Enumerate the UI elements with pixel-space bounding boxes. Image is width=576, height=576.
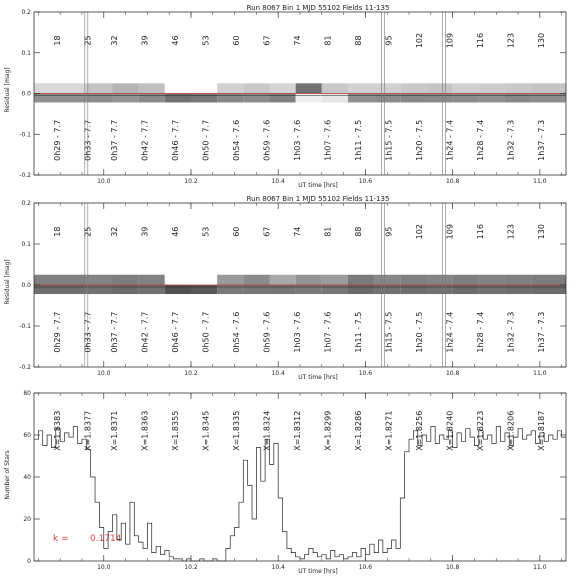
- upper-band-cell: [191, 275, 217, 285]
- field-label: 123: [506, 224, 516, 240]
- extinction-label: k =: [53, 534, 69, 544]
- upper-band-cell: [296, 83, 322, 93]
- x-axis-label: UT time [hrs]: [298, 374, 338, 381]
- x-tick-label: 10.2: [184, 370, 198, 377]
- upper-band-cell: [139, 275, 165, 285]
- lower-band-cell: [400, 94, 426, 103]
- y-tick-label: 0: [27, 558, 31, 565]
- lower-band-cell: [426, 94, 452, 103]
- y-tick-label: -0.2: [19, 172, 31, 179]
- upper-band-cell: [34, 83, 86, 93]
- airmass-label: X=1.8312: [293, 410, 302, 451]
- lower-band-cell: [165, 285, 191, 294]
- x-tick-label: 10.6: [358, 564, 373, 571]
- lower-band-cell: [34, 285, 86, 294]
- y-tick-label: -0.1: [19, 131, 31, 139]
- residual-panel-top: [4, 4, 566, 189]
- upper-band-cell: [505, 83, 531, 93]
- upper-band-cell: [243, 275, 269, 285]
- x-tick-label: 10.0: [97, 178, 111, 185]
- field-label: 67: [262, 226, 272, 237]
- position-label: 0h50 - 7.7: [201, 311, 211, 353]
- x-tick-label: 10.8: [445, 178, 460, 185]
- upper-band-cell: [165, 275, 191, 285]
- field-label: 109: [445, 32, 455, 49]
- y-tick-label: 80: [23, 390, 31, 397]
- position-label: 0h54 - 7.6: [231, 119, 241, 161]
- field-label: 60: [231, 226, 241, 237]
- lower-band-cell: [453, 94, 479, 103]
- lower-band-cell: [86, 285, 112, 294]
- y-axis-label: Residual [mag]: [4, 259, 11, 305]
- field-label: 18: [53, 35, 63, 46]
- y-tick-label: 0.1: [21, 241, 31, 248]
- x-tick-label: 10.2: [184, 178, 198, 185]
- position-label: 0h59 - 7.6: [262, 119, 272, 161]
- position-label: 1h24 - 7.4: [445, 311, 455, 353]
- field-label: 130: [537, 224, 547, 240]
- y-tick-label: 20: [23, 516, 31, 523]
- airmass-label: X=1.8206: [506, 410, 516, 451]
- position-label: 1h11 - 7.5: [354, 311, 364, 353]
- y-tick-label: 0.2: [21, 200, 31, 207]
- position-label: 1h20 - 7.5: [415, 119, 425, 161]
- field-label: 88: [354, 226, 364, 237]
- lower-band-cell: [243, 285, 269, 294]
- lower-band-cell: [348, 285, 374, 294]
- x-tick-label: 10.4: [271, 178, 285, 185]
- upper-band-cell: [322, 83, 348, 93]
- position-label: 1h28 - 7.4: [476, 119, 486, 161]
- lower-band-cell: [165, 94, 191, 103]
- lower-band-cell: [453, 285, 479, 294]
- airmass-label: X=1.8286: [354, 410, 364, 451]
- residual-panel-middle: [4, 195, 566, 381]
- lower-band-cell: [426, 285, 452, 294]
- field-label: 18: [53, 226, 63, 237]
- y-axis-label: Number of Stars: [4, 450, 11, 500]
- position-label: 1h15 - 7.5: [384, 311, 394, 353]
- position-label: 1h37 - 7.3: [537, 119, 547, 161]
- field-label: 123: [506, 32, 516, 49]
- field-label: 53: [201, 226, 211, 237]
- position-label: 1h20 - 7.5: [415, 311, 425, 353]
- airmass-label: X=1.8383: [53, 410, 63, 451]
- lower-band-cell: [296, 94, 322, 103]
- y-tick-label: 0.2: [21, 9, 31, 16]
- x-tick-label: 10.2: [184, 564, 198, 571]
- x-tick-label: 11.0: [533, 178, 547, 185]
- airmass-label: X=1.8371: [109, 410, 119, 451]
- airmass-label: X=1.8335: [231, 410, 241, 451]
- upper-band-cell: [348, 275, 374, 285]
- lower-band-cell: [139, 285, 165, 294]
- upper-band-cell: [400, 83, 426, 93]
- upper-band-cell: [269, 275, 295, 285]
- x-tick-label: 10.0: [97, 370, 111, 377]
- field-label: 81: [323, 226, 333, 237]
- field-label: 53: [201, 35, 211, 46]
- position-label: 1h07 - 7.6: [323, 119, 333, 161]
- lower-band-cell: [217, 94, 243, 103]
- position-label: 1h11 - 7.5: [354, 119, 364, 161]
- lower-band-cell: [374, 94, 400, 103]
- upper-band-cell: [191, 83, 217, 93]
- airmass-label: X=1.8355: [170, 410, 180, 451]
- field-label: 74: [293, 226, 302, 237]
- upper-band-cell: [112, 275, 138, 285]
- position-label: 0h46 - 7.7: [170, 311, 180, 353]
- field-label: 32: [109, 226, 119, 237]
- field-label: 88: [354, 35, 364, 46]
- upper-band-cell: [269, 83, 295, 93]
- x-tick-label: 11.0: [533, 370, 547, 377]
- position-label: 0h29 - 7.7: [53, 311, 63, 353]
- field-label: 102: [415, 32, 425, 49]
- lower-band-cell: [112, 285, 138, 294]
- position-label: 1h32 - 7.3: [506, 119, 516, 161]
- lower-band-cell: [296, 285, 322, 294]
- position-label: 0h33 - 7.7: [83, 119, 93, 161]
- airmass-label: X=1.8223: [476, 410, 486, 451]
- position-label: 1h03 - 7.6: [293, 311, 302, 353]
- x-tick-label: 10.0: [97, 564, 111, 571]
- upper-band-cell: [243, 83, 269, 93]
- extinction-value: 0.1714: [90, 534, 122, 544]
- lower-band-cell: [269, 94, 295, 103]
- lower-band-cell: [269, 285, 295, 294]
- field-label: 95: [384, 35, 394, 46]
- x-tick-label: 10.8: [445, 370, 460, 377]
- position-label: 0h29 - 7.7: [53, 119, 63, 161]
- lower-band-cell: [34, 94, 86, 103]
- position-label: 1h24 - 7.4: [445, 119, 455, 161]
- position-label: 0h59 - 7.6: [262, 311, 272, 353]
- airmass-label: X=1.8271: [384, 410, 394, 451]
- lower-band-cell: [191, 285, 217, 294]
- x-tick-label: 10.6: [358, 370, 373, 377]
- upper-band-cell: [531, 83, 566, 93]
- field-label: 67: [262, 35, 272, 46]
- lower-band-cell: [479, 94, 505, 103]
- lower-band-cell: [112, 94, 138, 103]
- field-label: 109: [445, 224, 455, 240]
- lower-band-cell: [348, 94, 374, 103]
- y-tick-label: 0.0: [21, 282, 31, 289]
- upper-band-cell: [453, 83, 479, 93]
- upper-band-cell: [296, 275, 322, 285]
- airmass-label: X=1.8256: [415, 410, 425, 451]
- lower-band-cell: [505, 94, 531, 103]
- x-tick-label: 10.8: [445, 564, 460, 571]
- lower-band-cell: [531, 285, 566, 294]
- lower-band-cell: [139, 94, 165, 103]
- lower-band-cell: [322, 285, 348, 294]
- position-label: 1h07 - 7.6: [323, 311, 333, 353]
- field-label: 60: [231, 35, 241, 46]
- lower-band-cell: [505, 285, 531, 294]
- lower-band-cell: [374, 285, 400, 294]
- y-tick-label: 0.0: [21, 90, 31, 98]
- field-label: 74: [293, 35, 302, 46]
- upper-band-cell: [217, 83, 243, 93]
- upper-band-cell: [400, 275, 426, 285]
- upper-band-cell: [374, 275, 400, 285]
- x-axis-label: UT time [hrs]: [298, 182, 338, 189]
- upper-band-cell: [112, 83, 138, 93]
- position-label: 0h54 - 7.6: [231, 311, 241, 353]
- y-tick-label: -0.1: [19, 323, 31, 330]
- upper-band-cell: [348, 83, 374, 93]
- upper-band-cell: [531, 275, 566, 285]
- position-label: 0h42 - 7.7: [140, 311, 150, 353]
- field-label: 102: [415, 224, 425, 240]
- field-label: 46: [170, 226, 180, 237]
- airmass-label: X=1.8324: [262, 410, 272, 451]
- lower-band-cell: [86, 94, 112, 103]
- upper-band-cell: [426, 275, 452, 285]
- airmass-label: X=1.8363: [140, 410, 150, 451]
- star-count-panel: [4, 390, 566, 575]
- upper-band-cell: [374, 83, 400, 93]
- lower-band-cell: [243, 94, 269, 103]
- upper-band-cell: [479, 83, 505, 93]
- upper-band-cell: [505, 275, 531, 285]
- upper-band-cell: [165, 83, 191, 93]
- y-tick-label: -0.2: [19, 364, 31, 371]
- field-label: 25: [83, 35, 93, 46]
- y-tick-label: 0.1: [21, 49, 31, 57]
- x-tick-label: 10.6: [358, 178, 373, 185]
- field-label: 95: [384, 226, 394, 237]
- upper-band-cell: [453, 275, 479, 285]
- x-tick-label: 10.4: [271, 370, 285, 377]
- y-axis-label: Residual [mag]: [4, 67, 11, 113]
- upper-band-cell: [34, 275, 86, 285]
- position-label: 0h42 - 7.7: [140, 119, 150, 161]
- lower-band-cell: [531, 94, 566, 103]
- position-label: 0h37 - 7.7: [109, 119, 119, 161]
- x-tick-label: 10.4: [271, 564, 285, 571]
- upper-band-cell: [426, 83, 452, 93]
- lower-band-cell: [322, 94, 348, 103]
- position-label: 0h50 - 7.7: [201, 119, 211, 161]
- upper-band-cell: [217, 275, 243, 285]
- panel-title: Run 8067 Bin 1 MJD 55102 Fields 11-135: [246, 4, 390, 12]
- upper-band-cell: [86, 83, 112, 93]
- y-tick-label: 40: [23, 474, 31, 481]
- position-label: 0h46 - 7.7: [170, 119, 180, 161]
- position-label: 0h37 - 7.7: [109, 311, 119, 353]
- field-label: 39: [140, 35, 150, 46]
- airmass-label: X=1.8377: [83, 410, 93, 451]
- x-axis-label: UT time [hrs]: [298, 568, 338, 575]
- panel-title: Run 8067 Bin 1 MJD 55102 Fields 11-135: [246, 195, 390, 203]
- position-label: 1h32 - 7.3: [506, 311, 516, 353]
- field-label: 116: [476, 32, 486, 49]
- field-label: 32: [109, 35, 119, 46]
- x-tick-label: 11.0: [533, 564, 547, 571]
- field-label: 130: [537, 32, 547, 49]
- upper-band-cell: [139, 83, 165, 93]
- upper-band-cell: [322, 275, 348, 285]
- position-label: 1h37 - 7.3: [537, 311, 547, 353]
- lower-band-cell: [191, 94, 217, 103]
- airmass-label: X=1.8240: [445, 410, 455, 451]
- lower-band-cell: [217, 285, 243, 294]
- airmass-label: X=1.8299: [323, 410, 333, 451]
- lower-band-cell: [400, 285, 426, 294]
- y-tick-label: 60: [23, 432, 31, 439]
- field-label: 116: [476, 224, 486, 240]
- field-label: 25: [83, 226, 93, 237]
- position-label: 1h28 - 7.4: [476, 311, 486, 353]
- airmass-label: X=1.8345: [201, 410, 211, 451]
- airmass-label: X=1.8187: [537, 410, 547, 451]
- upper-band-cell: [479, 275, 505, 285]
- position-label: 0h33 - 7.7: [83, 311, 93, 353]
- field-label: 81: [323, 35, 333, 46]
- field-label: 46: [170, 35, 180, 46]
- field-label: 39: [140, 226, 150, 237]
- position-label: 1h03 - 7.6: [293, 119, 302, 161]
- position-label: 1h15 - 7.5: [384, 119, 394, 161]
- upper-band-cell: [86, 275, 112, 285]
- lower-band-cell: [479, 285, 505, 294]
